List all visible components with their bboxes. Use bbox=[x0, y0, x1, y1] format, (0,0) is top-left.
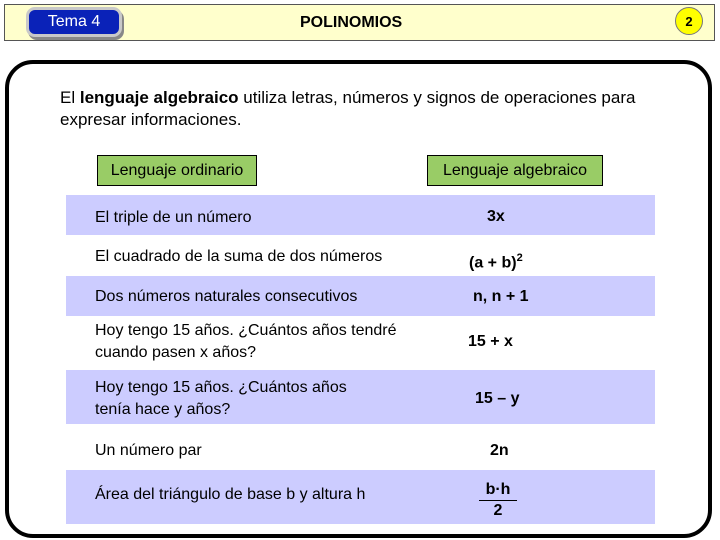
intro-paragraph bbox=[60, 87, 660, 131]
ordinary-phrase: Un número par bbox=[95, 442, 202, 459]
algebraic-expression bbox=[469, 248, 523, 273]
page-number-badge: 2 bbox=[675, 7, 703, 35]
label-lenguaje-algebraico: Lenguaje algebraico bbox=[427, 155, 603, 186]
ordinary-phrase: Dos números naturales consecutivos bbox=[95, 288, 358, 305]
ordinary-phrase: El cuadrado de la suma de dos números bbox=[95, 248, 383, 265]
algebraic-base: (a + b) bbox=[469, 254, 517, 272]
fraction-denominator: 2 bbox=[493, 502, 503, 519]
ordinary-phrase: Hoy tengo 15 años. ¿Cuántos años tendré cuando pasen x años? bbox=[95, 322, 397, 361]
ordinary-phrase: Hoy tengo 15 años. ¿Cuántos años tenía hace y años? bbox=[95, 379, 347, 418]
label-lenguaje-ordinario: Lenguaje ordinario bbox=[97, 155, 257, 186]
intro-bold-term: lenguaje algebraico bbox=[79, 88, 239, 107]
page-title: POLINOMIOS bbox=[300, 14, 403, 31]
algebraic-expression: n, n + 1 bbox=[473, 288, 529, 305]
algebraic-expression: 15 – y bbox=[475, 390, 520, 407]
ordinary-phrase: El triple de un número bbox=[95, 209, 252, 226]
tema-button[interactable]: Tema 4 bbox=[26, 7, 122, 37]
fraction-numerator: b·h bbox=[479, 480, 517, 501]
ordinary-phrase: Área del triángulo de base b y altura h bbox=[95, 486, 366, 503]
intro-text-end: utiliza letras, números y signos de operaciones para expresar informaciones. bbox=[60, 88, 636, 129]
algebraic-expression: 15 + x bbox=[468, 333, 513, 350]
intro-text-start: El bbox=[60, 88, 80, 107]
algebraic-exponent: 2 bbox=[516, 252, 523, 264]
algebraic-expression: 2n bbox=[490, 442, 509, 459]
algebraic-expression: 3x bbox=[487, 208, 505, 225]
algebraic-fraction bbox=[479, 480, 517, 521]
